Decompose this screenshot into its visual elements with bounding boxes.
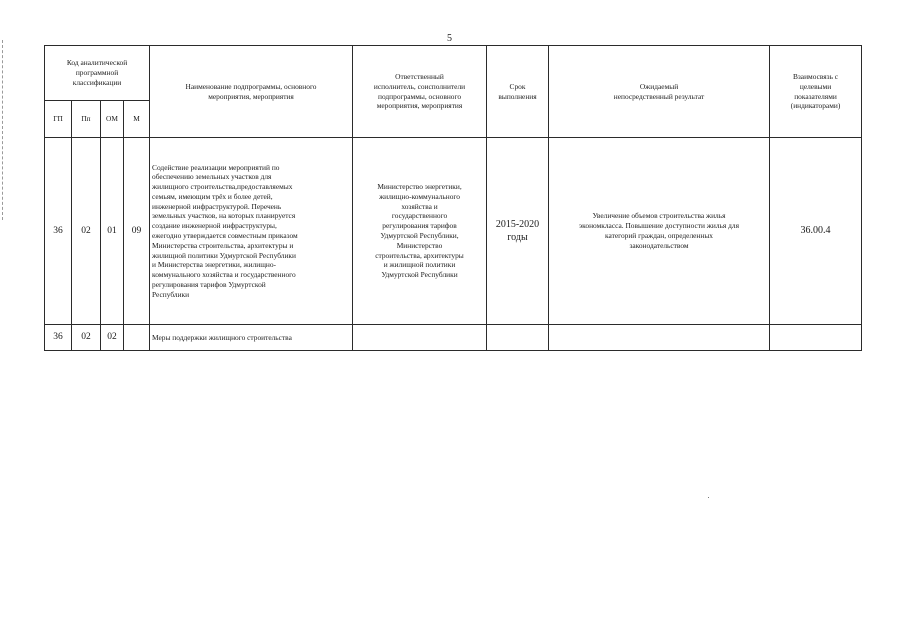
table-row [45,325,862,351]
header-om: ОМ [101,101,124,138]
cell-om: 02 [101,325,124,351]
cell-term: 2015-2020 годы [487,138,549,325]
cell-name: Меры поддержки жилищного строительства [150,325,353,351]
header-code-group: Код аналитической программной классификации [45,46,150,101]
cell-m [124,325,150,351]
cell-om: 01 [101,138,124,325]
measures-table [44,45,862,351]
header-term: Срок выполнения [487,46,549,138]
cell-term [487,325,549,351]
header-gp: ГП [45,101,72,138]
header-m: М [124,101,150,138]
header-link: Взаимосвязь с целевыми показателями (индикаторами) [770,46,862,138]
cell-m: 09 [124,138,150,325]
cell-gp: 36 [45,325,72,351]
header-executor: Ответственный исполнитель, соисполнители подпрограммы, основного мероприятия, мероприятия [353,46,487,138]
cell-link [770,325,862,351]
header-pp: Пп [72,101,101,138]
cell-pp: 02 [72,325,101,351]
cell-executor [353,325,487,351]
cell-result [549,325,770,351]
scan-speck [708,497,709,498]
header-row-top [45,46,862,101]
cell-result: Увеличение объемов строительства жилья экономкласса. Повышение доступности жилья для категорий граждан, определенных законодательством [549,138,770,325]
cell-gp: 36 [45,138,72,325]
cell-name: Содействие реализации мероприятий по обеспечению земельных участков для жилищного строительства,предоставляемых семьям, имеющим трёх и более детей, инженерной инфраструктурой. Перечень земельных участков, на которых планируется создание инженерной инфраструктуры, ежегодно утверждается совместным приказом Министерства строительства, архитектуры и жилищной политики Удмуртской Республики и Министерства энергетики, жилищно- коммунального хозяйства и государственного регулирования тарифов Удмуртской Республики [150,138,353,325]
header-name: Наименование подпрограммы, основного мероприятия, мероприятия [150,46,353,138]
cell-link: 36.00.4 [770,138,862,325]
cell-pp: 02 [72,138,101,325]
scan-edge-mark [2,40,4,220]
table-row [45,138,862,325]
header-result: Ожидаемый непосредственный результат [549,46,770,138]
page-number: 5 [447,33,452,44]
cell-executor: Министерство энергетики, жилищно-коммунального хозяйства и государственного регулирования тарифов Удмуртской Республики, Министерство строительства, архитектуры и жилищной политики Удмуртской Республики [353,138,487,325]
